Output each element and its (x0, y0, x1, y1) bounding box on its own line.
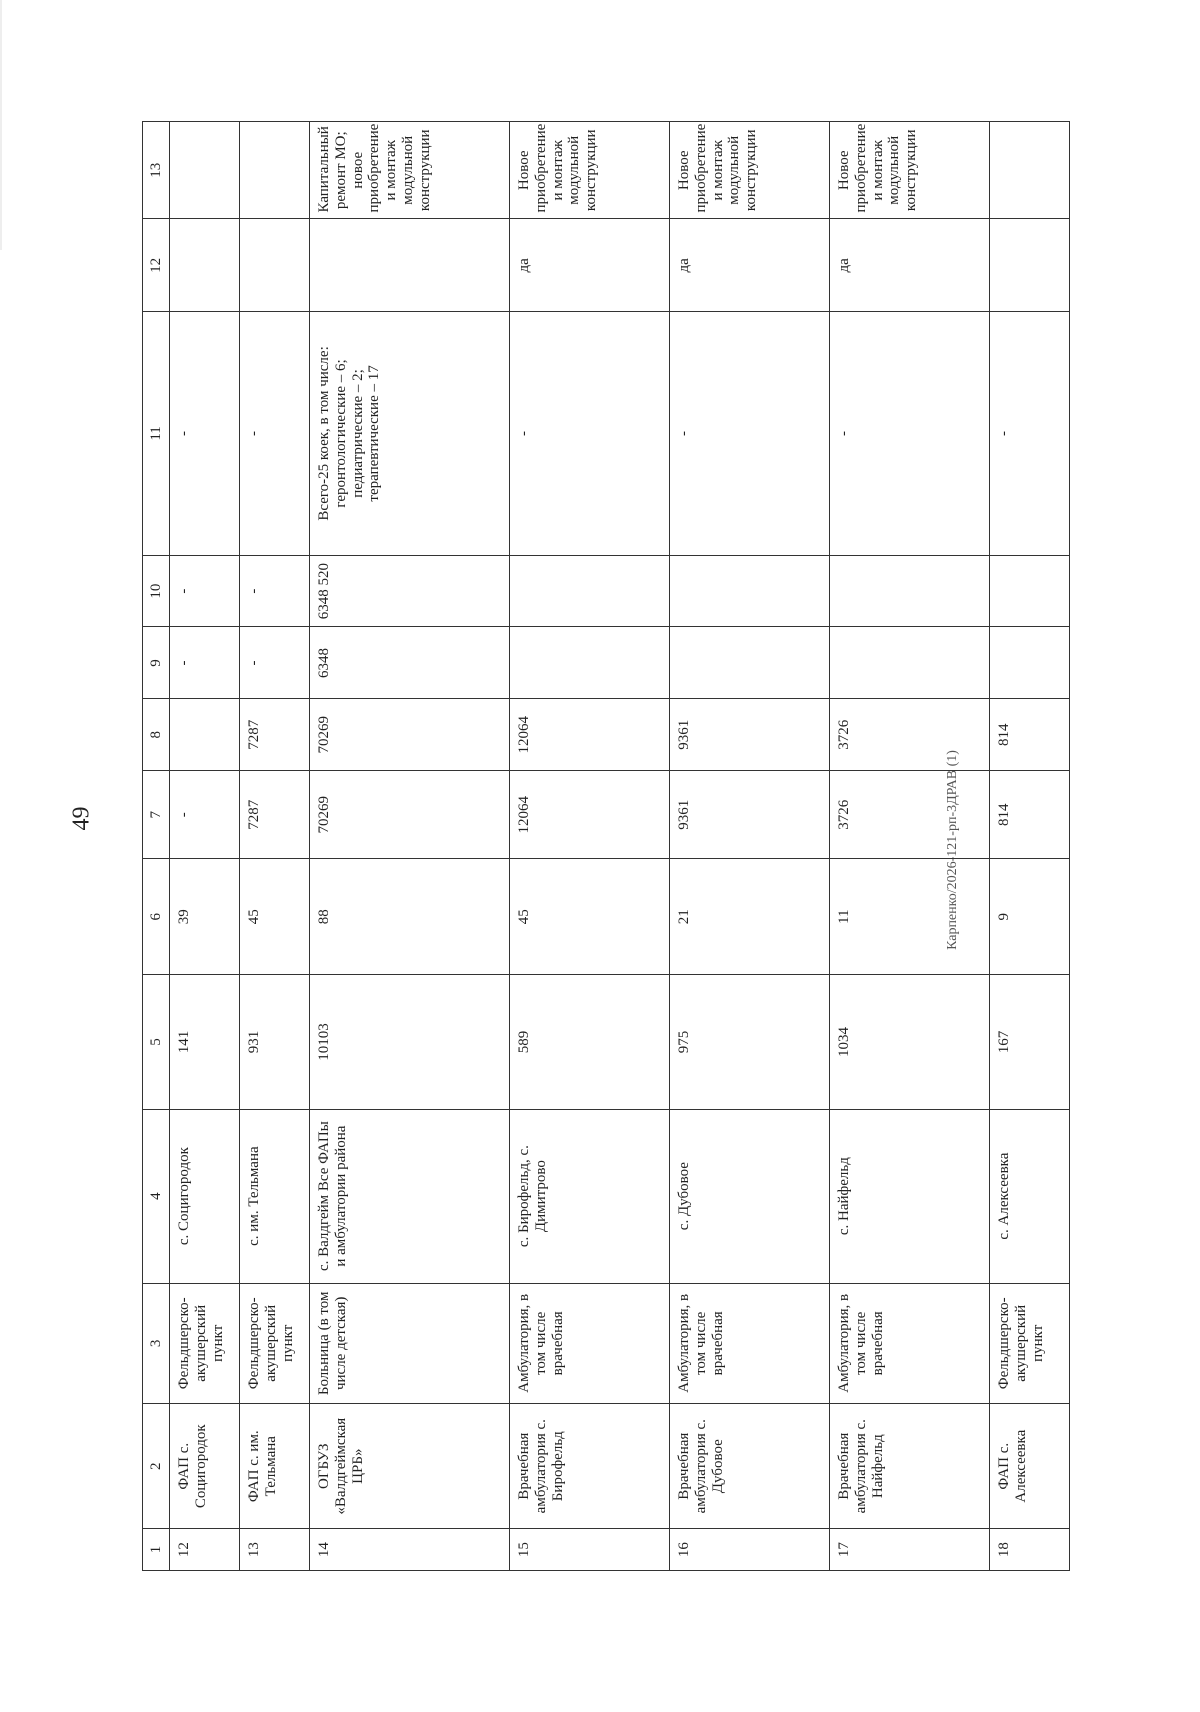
table-row (510, 122, 670, 1571)
table-row (170, 122, 240, 1571)
cell-col12 (240, 219, 310, 312)
cell-number: 13 (240, 1529, 310, 1571)
cell-col5: 1034 (830, 975, 990, 1109)
cell-col10: - (240, 555, 310, 627)
cell-facility-name: Врачебная амбулатория с. Дубовое (670, 1404, 830, 1529)
cell-col6: 9 (990, 859, 1070, 975)
cell-col12 (170, 219, 240, 312)
cell-col8: 3726 (830, 699, 990, 771)
cell-col13 (990, 122, 1070, 219)
table-row (990, 122, 1070, 1571)
cell-col13: Новое приобретение и монтаж модульной конструкции (830, 122, 990, 219)
cell-col8: 814 (990, 699, 1070, 771)
table-row (240, 122, 310, 1571)
cell-col6: 21 (670, 859, 830, 975)
cell-col10 (830, 555, 990, 627)
cell-col11: - (670, 312, 830, 555)
cell-col6: 39 (170, 859, 240, 975)
column-number-row (143, 122, 170, 1571)
cell-col8: 12064 (510, 699, 670, 771)
document-code: Карпенко/2026-121-рп-3ДРАВ (1) (945, 750, 960, 950)
cell-number: 14 (310, 1529, 510, 1571)
cell-col7: 9361 (670, 771, 830, 859)
cell-col7: 12064 (510, 771, 670, 859)
col-header-6: 6 (143, 859, 170, 975)
cell-col5: 141 (170, 975, 240, 1109)
cell-col11: Всего-25 коек, в том числе: геронтологические – 6; педиатрические – 2; терапевтические – 17 (310, 312, 510, 555)
cell-col10: - (170, 555, 240, 627)
col-header-13: 13 (143, 122, 170, 219)
cell-settlements: с. Алексеевка (990, 1109, 1070, 1283)
cell-facility-type: Амбулатория, в том числе врачебная (670, 1283, 830, 1404)
cell-col9 (510, 627, 670, 699)
cell-col11: - (240, 312, 310, 555)
col-header-9: 9 (143, 627, 170, 699)
table-row (670, 122, 830, 1571)
cell-col5: 931 (240, 975, 310, 1109)
cell-col6: 88 (310, 859, 510, 975)
cell-col9: - (240, 627, 310, 699)
cell-col11: - (990, 312, 1070, 555)
col-header-1: 1 (143, 1529, 170, 1571)
cell-col12 (310, 219, 510, 312)
cell-col9: 6348 (310, 627, 510, 699)
cell-facility-name: Врачебная амбулатория с. Бирофельд (510, 1404, 670, 1529)
cell-col11: - (170, 312, 240, 555)
cell-col5: 589 (510, 975, 670, 1109)
cell-col6: 45 (240, 859, 310, 975)
cell-col5: 167 (990, 975, 1070, 1109)
cell-facility-name: Врачебная амбулатория с. Найфельд (830, 1404, 990, 1529)
cell-settlements: с. Найфельд (830, 1109, 990, 1283)
cell-col12 (990, 219, 1070, 312)
cell-facility-name: ФАП с. им. Тельмана (240, 1404, 310, 1529)
col-header-8: 8 (143, 699, 170, 771)
cell-number: 17 (830, 1529, 990, 1571)
cell-facility-name: ФАП с. Алексеевка (990, 1404, 1070, 1529)
cell-col5: 975 (670, 975, 830, 1109)
cell-settlements: с. Валдгейм Все ФАПы и амбулатории района (310, 1109, 510, 1283)
rotated-table-container (142, 121, 1046, 1571)
cell-col11: - (510, 312, 670, 555)
col-header-3: 3 (143, 1283, 170, 1404)
cell-col8: 9361 (670, 699, 830, 771)
cell-col11: - (830, 312, 990, 555)
table-row (310, 122, 510, 1571)
cell-col12: да (830, 219, 990, 312)
cell-col8 (170, 699, 240, 771)
page-number: 49 (68, 806, 95, 831)
cell-col13: Новое приобретение и монтаж модульной конструкции (510, 122, 670, 219)
cell-facility-type: Фельдшерско-акушерский пункт (240, 1283, 310, 1404)
cell-col12: да (670, 219, 830, 312)
cell-col10 (510, 555, 670, 627)
cell-facility-type: Амбулатория, в том числе врачебная (830, 1283, 990, 1404)
cell-col13 (240, 122, 310, 219)
cell-col9 (990, 627, 1070, 699)
cell-col7: 70269 (310, 771, 510, 859)
scan-edge-mark (0, 0, 2, 250)
cell-settlements: с. им. Тельмана (240, 1109, 310, 1283)
col-header-7: 7 (143, 771, 170, 859)
cell-number: 12 (170, 1529, 240, 1571)
cell-col13: Капитальный ремонт МО; новое приобретение и монтаж модульной конструкции (310, 122, 510, 219)
cell-col13 (170, 122, 240, 219)
col-header-11: 11 (143, 312, 170, 555)
cell-facility-type: Фельдшерско-акушерский пункт (170, 1283, 240, 1404)
cell-col8: 7287 (240, 699, 310, 771)
col-header-10: 10 (143, 555, 170, 627)
cell-col10 (990, 555, 1070, 627)
col-header-4: 4 (143, 1109, 170, 1283)
cell-settlements: с. Социгородок (170, 1109, 240, 1283)
cell-col6: 11 (830, 859, 990, 975)
cell-col10 (670, 555, 830, 627)
cell-col6: 45 (510, 859, 670, 975)
cell-col10: 6348 520 (310, 555, 510, 627)
col-header-2: 2 (143, 1404, 170, 1529)
cell-col7: 3726 (830, 771, 990, 859)
cell-col13: Новое приобретение и монтаж модульной конструкции (670, 122, 830, 219)
cell-facility-type: Амбулатория, в том числе врачебная (510, 1283, 670, 1404)
cell-number: 16 (670, 1529, 830, 1571)
table-row (830, 122, 990, 1571)
cell-col7: - (170, 771, 240, 859)
cell-col7: 7287 (240, 771, 310, 859)
facilities-table (142, 121, 1070, 1571)
cell-col5: 10103 (310, 975, 510, 1109)
col-header-5: 5 (143, 975, 170, 1109)
cell-settlements: с. Бирофельд, с. Димитрово (510, 1109, 670, 1283)
cell-facility-type: Больница (в том числе детская) (310, 1283, 510, 1404)
cell-facility-type: Фельдшерско-акушерский пункт (990, 1283, 1070, 1404)
cell-col8: 70269 (310, 699, 510, 771)
cell-facility-name: ОГБУЗ «Валдгеймская ЦРБ» (310, 1404, 510, 1529)
col-header-12: 12 (143, 219, 170, 312)
cell-settlements: с. Дубовое (670, 1109, 830, 1283)
cell-facility-name: ФАП с. Социгородок (170, 1404, 240, 1529)
cell-col12: да (510, 219, 670, 312)
cell-number: 15 (510, 1529, 670, 1571)
cell-col7: 814 (990, 771, 1070, 859)
cell-col9 (670, 627, 830, 699)
cell-col9: - (170, 627, 240, 699)
cell-col9 (830, 627, 990, 699)
cell-number: 18 (990, 1529, 1070, 1571)
